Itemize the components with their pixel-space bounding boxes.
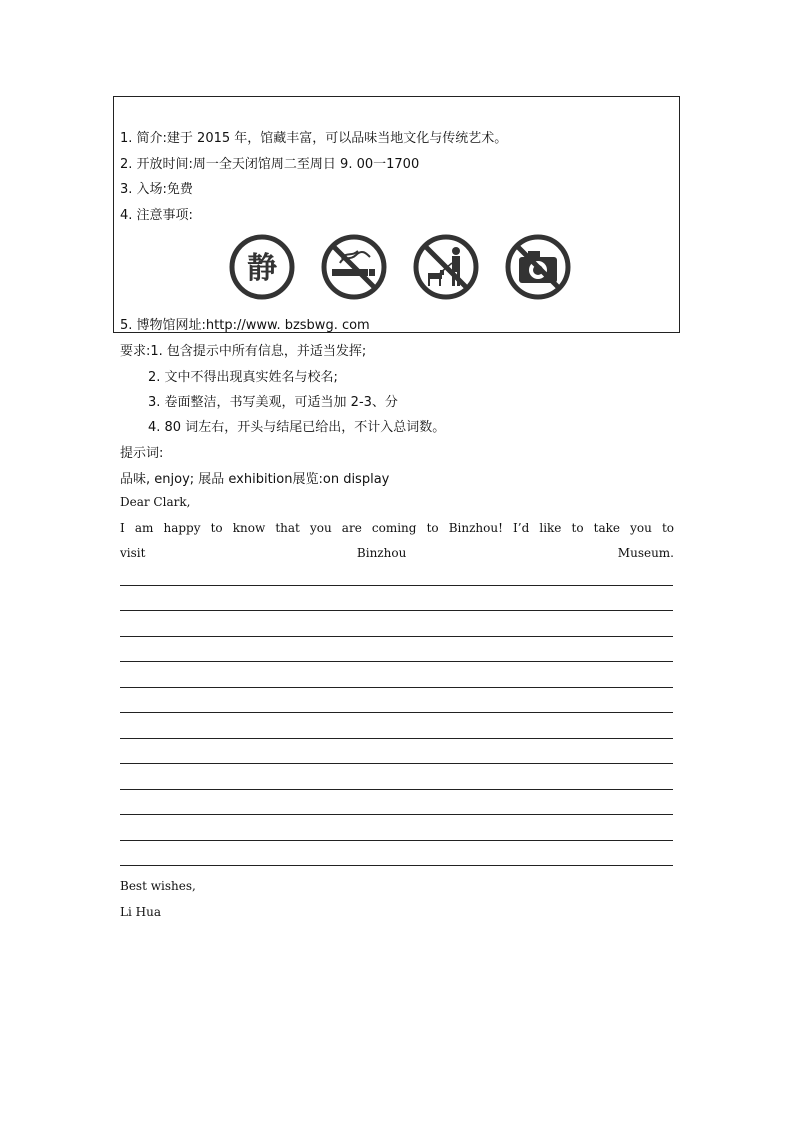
letter-word: Museum.: [617, 546, 674, 560]
writing-line[interactable]: [120, 814, 673, 815]
letter-word: coming: [371, 521, 417, 535]
writing-line[interactable]: [120, 661, 673, 662]
requirements-line-4: 4. 80 词左右，开头与结尾已给出，不计入总词数。: [148, 420, 446, 435]
letter-word: Binzhou!: [448, 521, 503, 535]
no-smoking-sign-icon: [320, 233, 388, 301]
letter-body-line-2: [120, 546, 674, 560]
hints-label: 提示词:: [120, 446, 164, 461]
writing-line[interactable]: [120, 865, 673, 866]
letter-closing: Best wishes,: [120, 879, 196, 893]
letter-word: know: [232, 521, 266, 535]
letter-word: like: [539, 521, 562, 535]
letter-word: I’d: [513, 521, 530, 535]
requirements-line-3: 3. 卷面整洁，书写美观，可适当加 2-3、分: [148, 395, 398, 410]
letter-word: I: [120, 521, 125, 535]
notice-item-cautions: 4. 注意事项:: [120, 208, 193, 223]
letter-word: to: [426, 521, 439, 535]
writing-line[interactable]: [120, 585, 673, 586]
notice-item-hours: 2. 开放时间:周一全天闭馆周二至周日 9. 00一1700: [120, 157, 420, 172]
writing-line[interactable]: [120, 712, 673, 713]
notice-item-intro: 1. 简介:建于 2015 年，馆藏丰富，可以品味当地文化与传统艺术。: [120, 131, 508, 146]
no-photography-sign-icon: [504, 233, 572, 301]
notice-item-admission: 3. 入场:免费: [120, 182, 193, 197]
quiet-sign-icon: [228, 233, 296, 301]
notice-item-website: 5. 博物馆网址:http://www. bzsbwg. com: [120, 318, 370, 333]
letter-word: Binzhou: [356, 546, 407, 560]
letter-word: to: [210, 521, 223, 535]
requirements-line-2: 2. 文中不得出现真实姓名与校名;: [148, 370, 338, 385]
letter-word: that: [275, 521, 300, 535]
writing-line[interactable]: [120, 610, 673, 611]
letter-word: am: [134, 521, 154, 535]
notice-box: [113, 96, 680, 333]
writing-line[interactable]: [120, 840, 673, 841]
caution-signs: [114, 233, 679, 303]
letter-word: are: [341, 521, 362, 535]
writing-line[interactable]: [120, 687, 673, 688]
letter-signature: Li Hua: [120, 905, 161, 919]
letter-word: to: [571, 521, 584, 535]
letter-greeting: Dear Clark,: [120, 495, 191, 509]
writing-line[interactable]: [120, 636, 673, 637]
letter-body-line-1: [120, 521, 674, 535]
writing-line[interactable]: [120, 738, 673, 739]
writing-line[interactable]: [120, 789, 673, 790]
no-pets-sign-icon: [412, 233, 480, 301]
letter-word: take: [593, 521, 621, 535]
hints-words: 品味, enjoy; 展品 exhibition展览:on display: [120, 472, 390, 487]
requirements-line-1: 要求:1. 包含提示中所有信息，并适当发挥;: [120, 344, 367, 359]
letter-word: you: [630, 521, 652, 535]
letter-word: visit: [120, 546, 146, 560]
writing-line[interactable]: [120, 763, 673, 764]
quiet-sign-char: 静: [247, 251, 277, 286]
letter-word: you: [309, 521, 332, 535]
letter-word: to: [661, 521, 674, 535]
letter-word: happy: [163, 521, 201, 535]
